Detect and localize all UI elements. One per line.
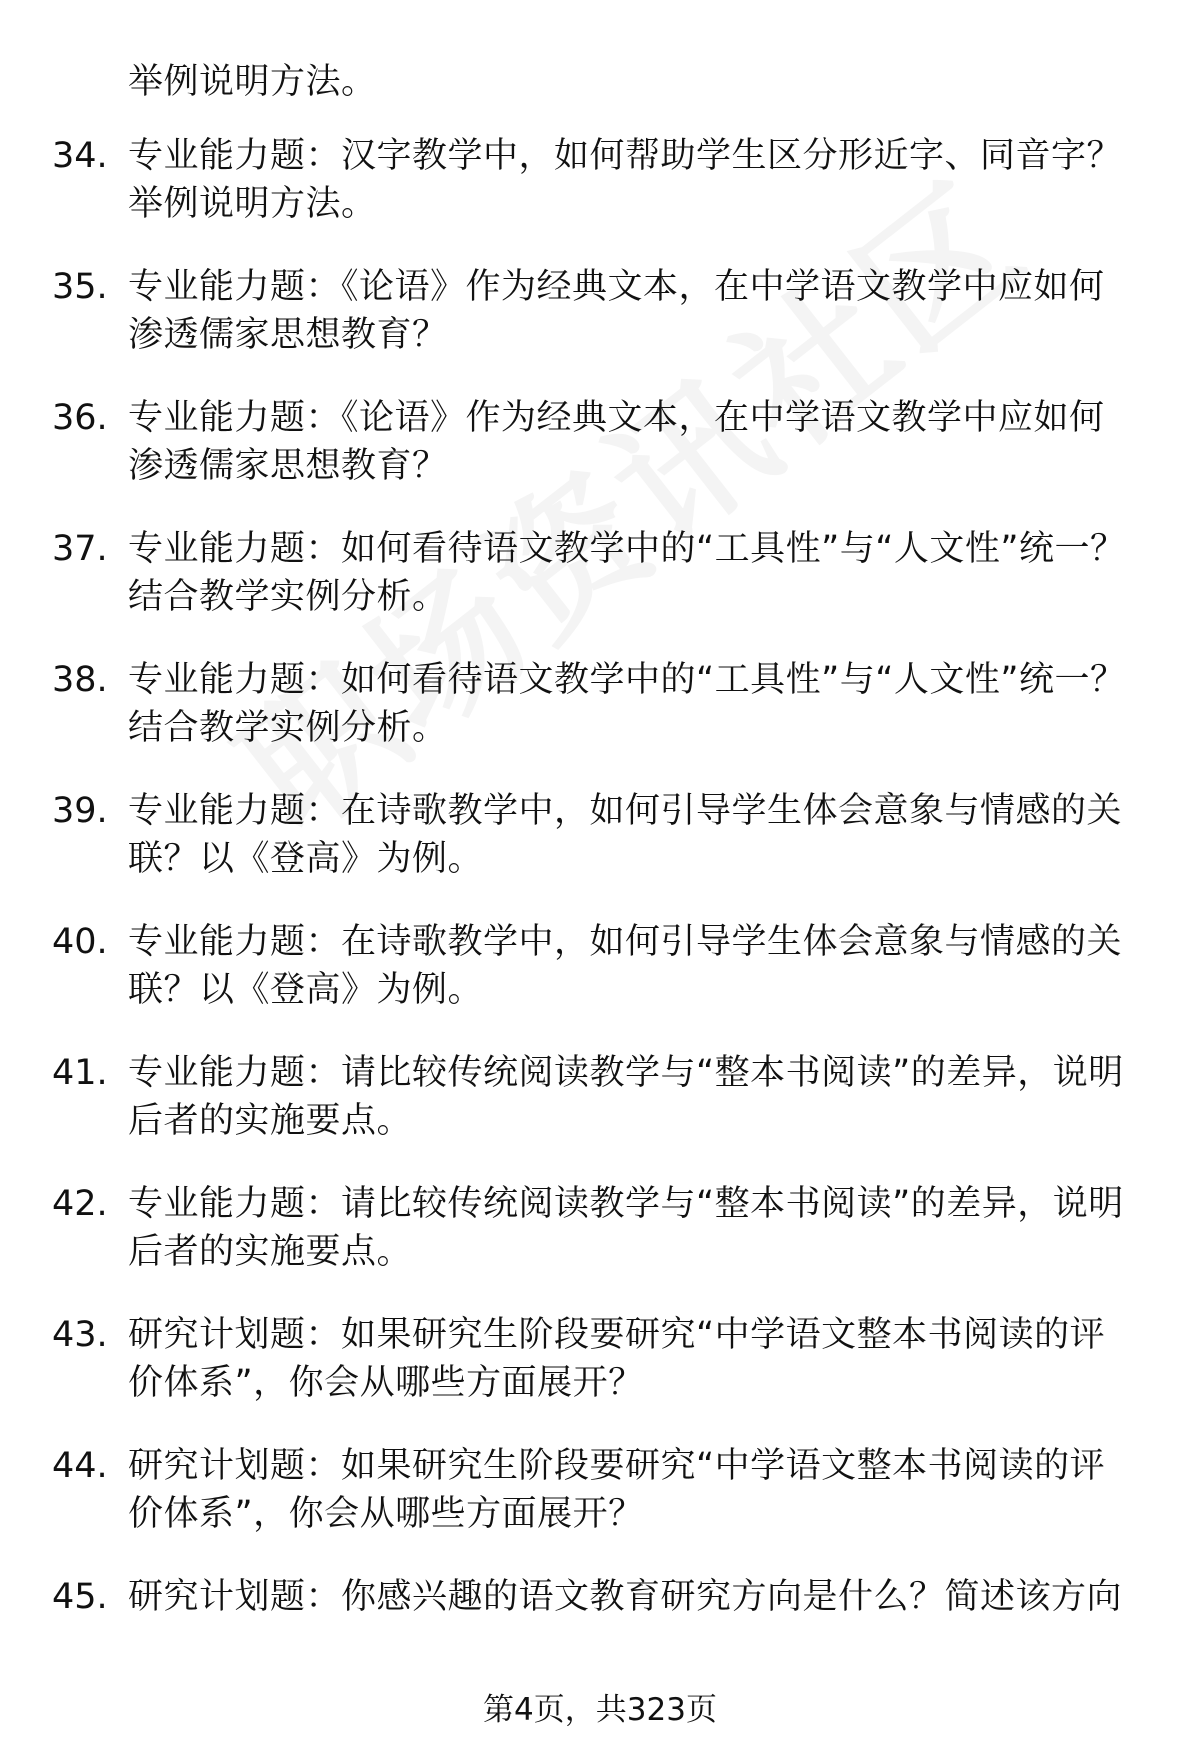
page-footer: 第4页，共323页 [483,1692,717,1728]
list-item [0,1180,1200,1311]
list-item [0,525,1200,656]
question-number: 44. [52,1446,108,1486]
list-item [0,1049,1200,1180]
question-number: 40. [52,922,108,962]
question-text: 专业能力题：汉字教学中，如何帮助学生区分形近字、同音字？举例说明方法。 [128,136,1123,224]
question-text: 专业能力题：在诗歌教学中，如何引导学生体会意象与情感的关联？以《登高》为例。 [128,791,1123,879]
list-item [0,394,1200,525]
question-text: 研究计划题：如果研究生阶段要研究“中学语文整本书阅读的评价体系”，你会从哪些方面展开？ [128,1315,1106,1403]
question-text: 专业能力题：如何看待语文教学中的“工具性”与“人文性”统一？结合教学实例分析。 [128,660,1126,748]
question-number: 41. [52,1053,108,1093]
list-item [0,1311,1200,1442]
question-text: 专业能力题：《论语》作为经典文本，在中学语文教学中应如何渗透儒家思想教育？ [128,267,1105,355]
list-item [0,656,1200,787]
question-text: 专业能力题：在诗歌教学中，如何引导学生体会意象与情感的关联？以《登高》为例。 [128,922,1123,1010]
question-text: 专业能力题：如何看待语文教学中的“工具性”与“人文性”统一？结合教学实例分析。 [128,529,1126,617]
list-item [0,1442,1200,1573]
question-number: 45. [52,1577,108,1617]
question-number: 34. [52,136,108,176]
question-number: 36. [52,398,108,438]
list-item [0,1573,1200,1704]
question-number: 37. [52,529,108,569]
question-number: 39. [52,791,108,831]
question-text: 专业能力题：请比较传统阅读教学与“整本书阅读”的差异，说明后者的实施要点。 [128,1184,1124,1272]
continuation-text: 举例说明方法。 [128,62,377,102]
question-text: 研究计划题：如果研究生阶段要研究“中学语文整本书阅读的评价体系”，你会从哪些方面展开？ [128,1446,1106,1534]
question-text: 研究计划题：你感兴趣的语文教育研究方向是什么？简述该方向 [128,1577,1123,1617]
list-item [0,132,1200,263]
question-number: 35. [52,267,108,307]
list-item [0,918,1200,1049]
question-list [0,132,1200,1704]
question-number: 38. [52,660,108,700]
question-number: 43. [52,1315,108,1355]
list-item [0,787,1200,918]
list-item [0,263,1200,394]
question-number: 42. [52,1184,108,1224]
question-text: 专业能力题：请比较传统阅读教学与“整本书阅读”的差异，说明后者的实施要点。 [128,1053,1124,1141]
question-text: 专业能力题：《论语》作为经典文本，在中学语文教学中应如何渗透儒家思想教育？ [128,398,1105,486]
